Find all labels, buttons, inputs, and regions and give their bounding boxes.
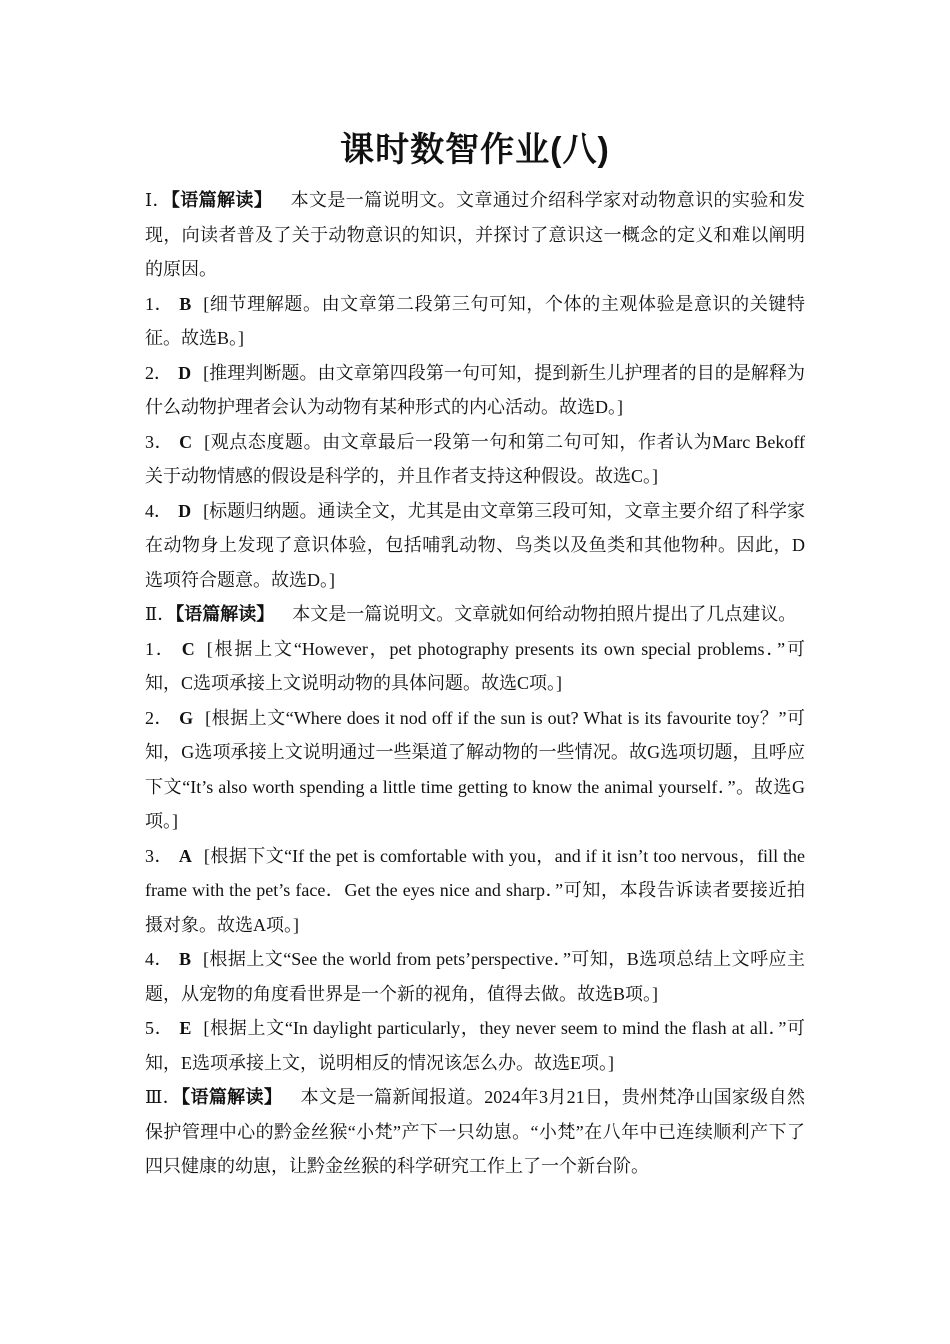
answer-letter: C [181, 638, 195, 659]
answer-item [145, 701, 805, 839]
answer-letter: G [179, 707, 194, 728]
answer-item [145, 356, 805, 425]
answer-letter: D [178, 362, 192, 383]
section-intro-text: 本文是一篇新闻报道。2024年3月21日，贵州梵净山国家级自然保护管理中心的黔金丝猴“小梵”产下一只幼崽。“小梵”在八年中已连续顺利产下了四只健康的幼崽，让黔金丝猴的科学研究工作上了一个新台阶。 [145, 1087, 806, 1176]
answer-explanation: [根据上文“See the world from pets’perspective．”可知，B选项总结上文呼应主题，从宠物的角度看世界是一个新的视角，值得去做。故选B项。] [145, 949, 806, 1004]
answer-number: 2． [145, 362, 173, 383]
answer-number: 3． [145, 431, 174, 452]
answer-number: 4． [145, 500, 173, 521]
answer-item [145, 1011, 805, 1080]
answer-letter: E [179, 1018, 192, 1038]
answer-explanation: [根据上文“However，pet photography presents its own special problems．”可知，C选项承接上文说明动物的具体问题。故选C项。] [145, 638, 806, 693]
answer-explanation: [推理判断题。由文章第四段第一句可知，提到新生儿护理者的目的是解释为什么动物护理者会认为动物有某种形式的内心活动。故选D。] [145, 362, 806, 417]
answer-explanation: [根据上文“In daylight particularly，they never seem to mind the flash at all．”可知，E选项承接上文，说明相反的情况该怎么办。故选E项。] [145, 1018, 805, 1073]
answer-number: 4． [145, 949, 173, 969]
answer-number: 3． [145, 845, 173, 866]
section-1-intro [145, 183, 805, 287]
section-numeral: Ⅲ． [145, 1087, 182, 1107]
section-tag: 【语篇解读】 [181, 1087, 283, 1107]
answer-item [145, 632, 805, 701]
answer-item [145, 425, 805, 494]
answer-number: 1． [145, 638, 176, 659]
answer-number: 1． [145, 293, 174, 314]
section-numeral: Ⅱ． [145, 604, 176, 624]
answer-letter: A [178, 845, 192, 866]
section-numeral: Ⅰ． [145, 190, 171, 210]
answer-item [145, 494, 805, 598]
section-2-intro [145, 597, 805, 632]
answer-letter: C [179, 431, 193, 452]
answer-explanation: [根据上文“Where does it nod off if the sun is out? What is its favourite toy？”可知，G选项承接上文说明通过一些渠道了解动物的一些情况。故G选项切题，且呼应下文“It’s also worth spending a little time getting to know the animal yourself．”。故选G项。] [145, 707, 806, 831]
answer-item [145, 942, 805, 1011]
section-intro-text: 本文是一篇说明文。文章通过介绍科学家对动物意识的实验和发现，向读者普及了关于动物意识的知识，并探讨了意识这一概念的定义和难以阐明的原因。 [145, 190, 805, 279]
answer-item [145, 839, 805, 943]
answer-content [145, 183, 805, 1184]
answer-letter: B [178, 949, 191, 969]
section-intro-text: 本文是一篇说明文。文章就如何给动物拍照片提出了几点建议。 [292, 604, 797, 624]
section-3-intro [145, 1080, 805, 1184]
answer-letter: D [178, 500, 192, 521]
answer-explanation: [观点态度题。由文章最后一段第一句和第二句可知，作者认为Marc Bekoff关于动物情感的假设是科学的，并且作者支持这种假设。故选C。] [145, 431, 805, 486]
section-tag: 【语篇解读】 [175, 604, 275, 624]
page-title: 课时数智作业(八) [340, 131, 610, 169]
answer-number: 5． [145, 1018, 174, 1038]
answer-item [145, 287, 805, 356]
answer-number: 2． [145, 707, 174, 728]
answer-letter: B [179, 293, 192, 314]
section-tag: 【语篇解读】 [170, 190, 273, 210]
answer-explanation: [标题归纳题。通读全文，尤其是由文章第三段可知，文章主要介绍了科学家在动物身上发现了意识体验，包括哺乳动物、鸟类以及鱼类和其他物种。因此，D选项符合题意。故选D。] [145, 500, 806, 590]
answer-explanation: [根据下文“If the pet is comfortable with you，and if it isn’t too nervous，fill the frame with the pet’s face．Get the eyes nice and sharp．”可知，本段告诉读者要接近拍摄对象。故选A项。] [145, 845, 806, 935]
answer-explanation: [细节理解题。由文章第二段第三句可知，个体的主观体验是意识的关键特征。故选B。] [145, 293, 805, 348]
